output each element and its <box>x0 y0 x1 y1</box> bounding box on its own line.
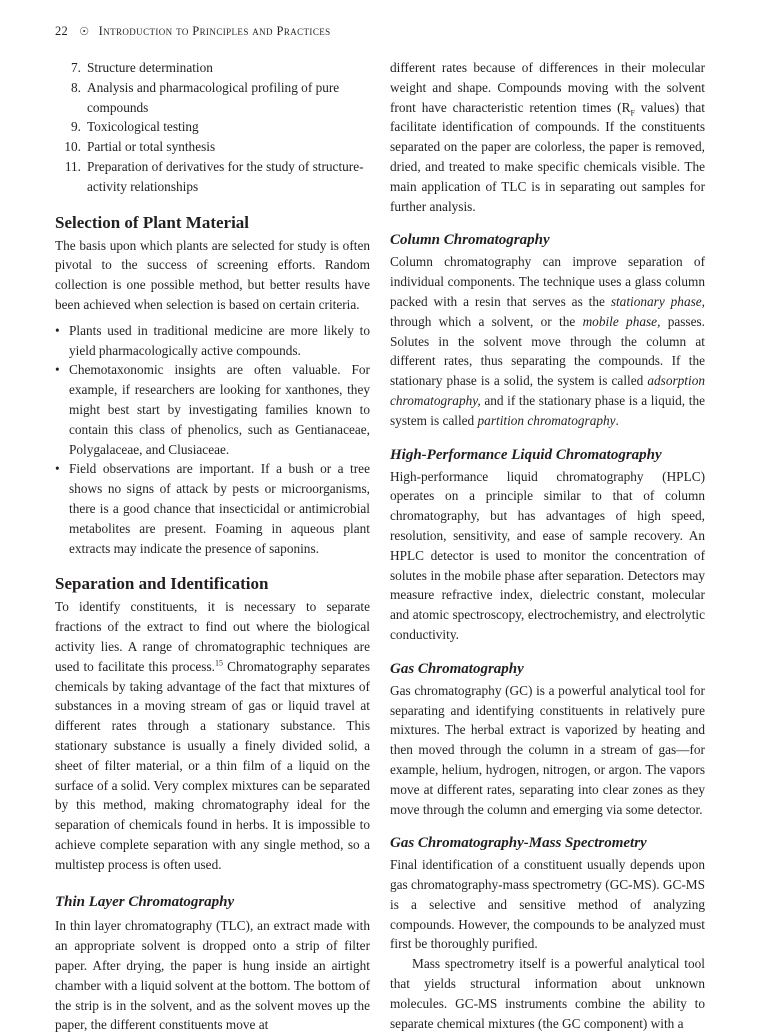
paragraph-tlc: In thin layer chromatography (TLC), an extract made with an appropriate solvent is dropped onto a strip of filter paper. After drying, the paper is hung inside an airtight chamber with a liquid solvent at the bottom. The bottom of the strip is in the solvent, and as the solvent moves up the paper, the different constituents move at <box>55 918 370 1033</box>
numbered-list <box>55 58 370 197</box>
footnote-ref: 15 <box>215 658 223 668</box>
ornament-icon: ☉ <box>79 26 90 38</box>
list-item: 7. Structure determination <box>71 60 213 75</box>
paragraph-hplc: High-performance liquid chromatography (HPLC) operates on a principle similar to that of column chromatography, but has advantages of high speed, resolution, sensitivity, and ease of sample recovery. An HPLC detector is used to monitor the concentration of solutes in the mobile phase after separation. Detectors may measure refractive index, dielectric constant, molecular and atomic spectroscopy, electrochemistry, and electrolytic conductivity. <box>390 468 705 642</box>
list-item: 10. Partial or total synthesis <box>64 139 216 155</box>
heading-selection: Selection of Plant Material <box>55 212 250 232</box>
heading-column: Column Chromatography <box>390 232 550 249</box>
list-item: • Chemotaxonomic insights are often valuable. For example, if researchers are looking for xanthones, they might best start by investigating families known to contain this class of phenolics, such as Gentianaceae, Polygalaceae, and Clusiaceae. <box>55 362 370 457</box>
paragraph-separation: To identify constituents, it is necessary to separate fractions of the extract to find out where the biological activity lies. A range of chromatographic techniques are used to facilitate this process.$^{15}$ Chromatography separates chemicals by taking advantage of the fact that mixtures of substances in a moving stream of gas or liquid travel at different rates through a stationary substance. This stationary substance is usually a finely divided solid, a sheet of filter material, or a thin film of a liquid on the surface of a solid. Very complex mixtures can be separated by this method, making chromatography ideal for the separation of chemicals found in herbs. It is impossible to achieve complete separation with any single method, so a multistep process is often used. <box>55 599 371 872</box>
heading-separation: Separation and Identification <box>55 574 269 594</box>
heading-tlc: Thin Layer Chromatography <box>55 894 235 911</box>
page-number: 22 <box>55 24 68 38</box>
list-item: 8. Analysis and pharmacological profiling of pure compounds <box>71 79 340 115</box>
list-item: 11. Preparation of derivatives for the study of structure-activity relationships <box>64 158 364 194</box>
bullet-list <box>55 321 370 559</box>
left-column <box>55 58 370 1035</box>
paragraph-selection: The basis upon which plants are selected for study is often pivotal to the success of screening efforts. Random collection is one possible method, but better results have been achieved when selection is based on certain criteria. <box>55 237 370 312</box>
paragraph-gc: Gas chromatography (GC) is a powerful analytical tool for separating and identifying constituents in relatively pure mixtures. The herbal extract is vaporized by heating and then moved through the column in a stream of gas—for example, helium, hydrogen, nitrogen, or argon. The vapors move at different rates, separating into clear zones as they move through the column and emerging via some detector. <box>390 682 705 817</box>
paragraph-ms: Mass spectrometry itself is a powerful analytical tool that yields structural information about unknown molecules. GC-MS instruments combine the ability to separate chemical mixtures (the GC component) with a <box>390 956 705 1031</box>
heading-gc: Gas Chromatography <box>390 660 524 677</box>
right-column <box>390 58 705 1033</box>
running-header <box>55 24 331 39</box>
paragraph-tlc-continued: different rates because of differences in their molecular weight and shape. Compounds moving with the solvent front have characteristic retention times ($R_F$ values) that facilitate identification of compounds. If the constituents separated on the paper are colorless, the paper is removed, dried, and treated to make specific chemicals visible. The main application of TLC is in separating out samples for further analysis. <box>390 60 705 214</box>
heading-gcms: Gas Chromatography-Mass Spectrometry <box>390 835 647 852</box>
running-title: Introduction to Principles and Practices <box>98 24 331 38</box>
list-item: • Plants used in traditional medicine are more likely to yield pharmacologically active compounds. <box>55 322 370 358</box>
heading-hplc: High-Performance Liquid Chromatography <box>390 446 662 463</box>
paragraph-column: Column chromatography can improve separation of individual components. The technique uses a glass column packed with a resin that serves as the stationary phase, through which a solvent, or the mobile phase, passes. Solutes in the solvent move through the column at different rates, thus separating the compounds. If the stationary phase is a solid, the system is called adsorption chromatography, and if the stationary phase is a liquid, the system is called partition chromatography. <box>390 254 705 428</box>
paragraph-gcms: Final identification of a constituent usually depends upon gas chromatography-mass spectrometry (GC-MS). GC-MS is a selective and sensitive method of analyzing compounds. However, the compounds to be analyzed must first be thoroughly purified. <box>390 857 706 952</box>
list-item: • Field observations are important. If a bush or a tree shows no signs of attack by pests or microorganisms, there is a good chance that insecticidal or antimicrobial metabolites are present. Foaming in aqueous plant extracts may indicate the presence of saponins. <box>55 461 370 556</box>
list-item: 9. Toxicological testing <box>71 119 199 135</box>
